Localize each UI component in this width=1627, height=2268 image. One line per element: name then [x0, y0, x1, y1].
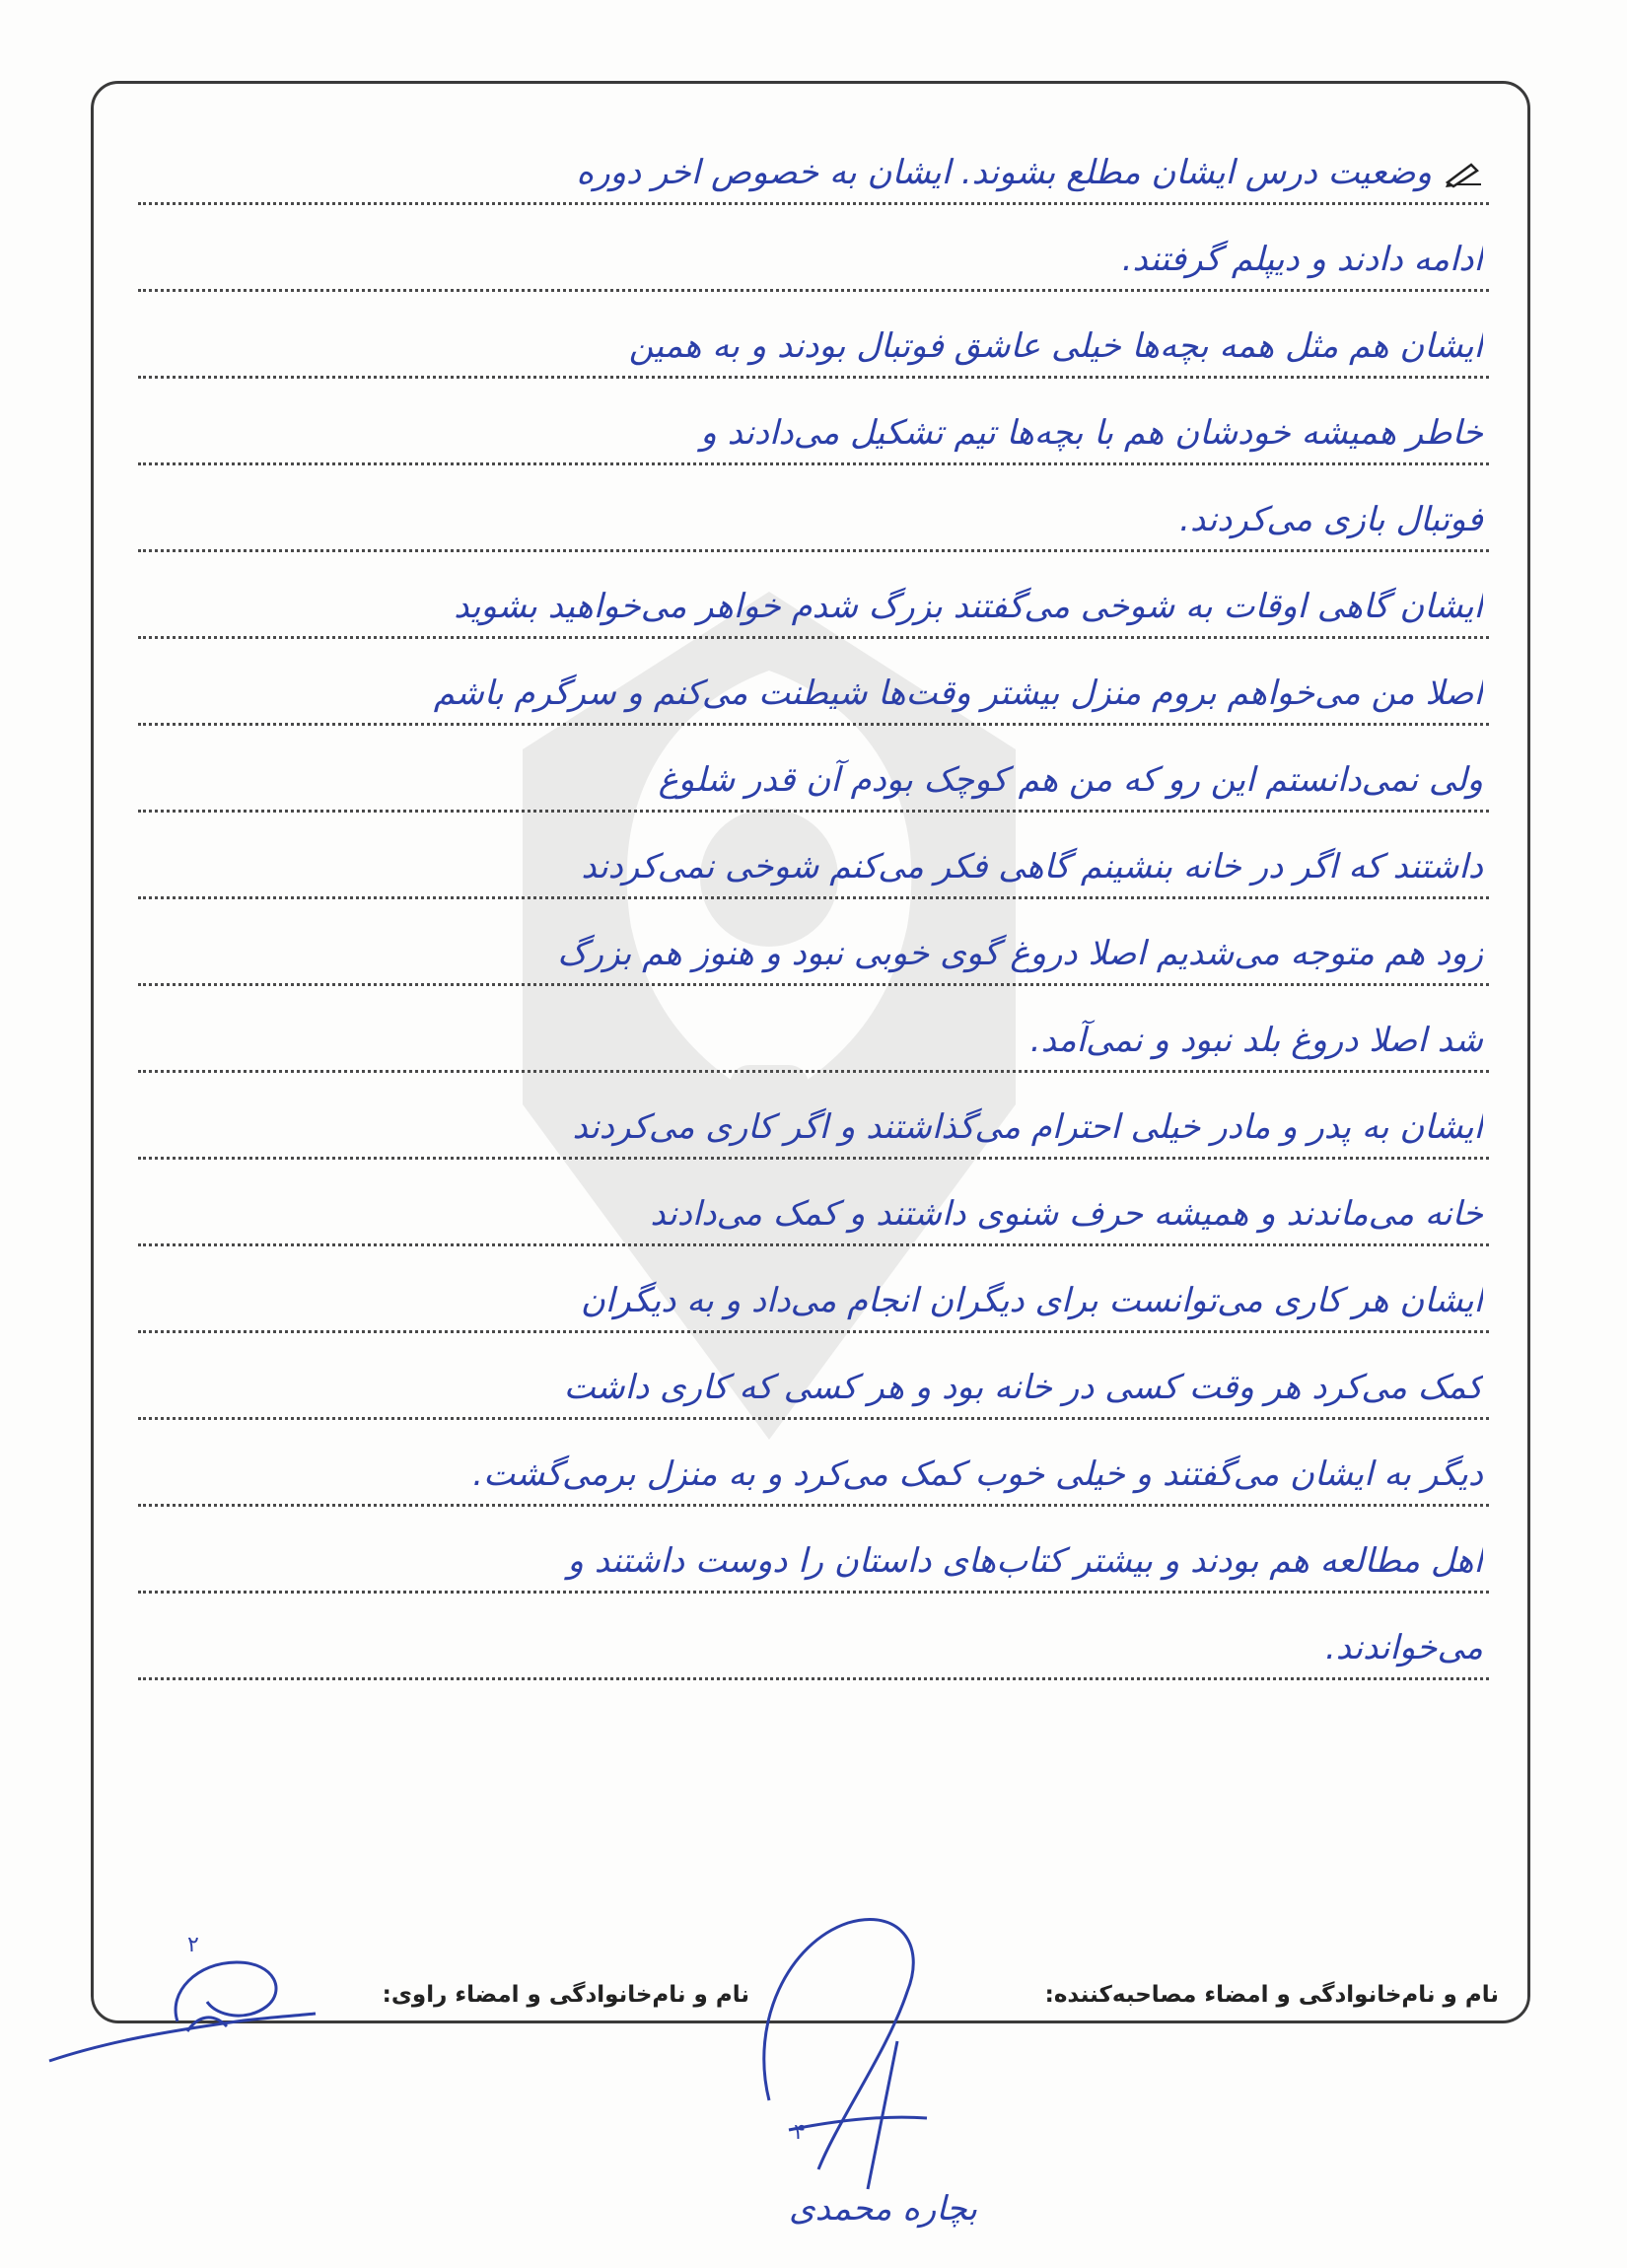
text-line: [138, 1160, 1489, 1246]
text-line: [138, 1073, 1489, 1160]
text-line-content: زود هم متوجه می‌شدیم اصلا دروغ گوی خوبی نبود و هنوز هم بزرگ: [557, 934, 1483, 973]
text-line: [138, 1420, 1489, 1507]
text-line-content: ایشان هم مثل همه بچه‌ها خیلی عاشق فوتبال بودند و به همین: [628, 326, 1483, 366]
text-line: [138, 552, 1489, 639]
text-line: [138, 1246, 1489, 1333]
text-line-content: کمک می‌کرد هر وقت کسی در خانه بود و هر کسی که کاری داشت: [563, 1368, 1483, 1407]
text-line-content: ادامه دادند و دیپلم گرفتند.: [1121, 240, 1483, 279]
text-line: [138, 1507, 1489, 1594]
handwritten-text-block: [138, 118, 1489, 1680]
text-line: [138, 639, 1489, 726]
text-line-content: داشتند که اگر در خانه بنشینم گاهی فکر می‌کنم شوخی نمی‌کردند: [581, 847, 1483, 886]
text-line-content: اصلا من می‌خواهم بروم منزل بیشتر وقت‌ها شیطنت می‌کنم و سرگرم باشم: [433, 673, 1483, 713]
text-line: [138, 986, 1489, 1073]
text-line-content: شد اصلا دروغ بلد نبود و نمی‌آمد.: [1029, 1021, 1483, 1060]
text-line: [138, 205, 1489, 292]
interviewer-name: بچاره محمدی: [789, 2189, 978, 2229]
narrator-signature: [30, 1923, 325, 2071]
narrator-page-number: ۲: [187, 1933, 199, 1957]
text-line-content: دیگر به ایشان می‌گفتند و خیلی خوب کمک می‌کرد و به منزل برمی‌گشت.: [472, 1454, 1483, 1494]
interviewer-signature: [730, 1903, 986, 2199]
text-line: [138, 118, 1489, 205]
text-line-content: وضعیت درس ایشان مطلع بشوند. ایشان به خصوص اخر دوره: [576, 153, 1432, 192]
text-line: [138, 726, 1489, 813]
text-line: [138, 899, 1489, 986]
pen-icon: [1444, 159, 1483, 188]
interviewer-signature-label: نام و نام‌خانوادگی و امضاء مصاحبه‌کننده:: [1044, 1982, 1499, 2008]
text-line: [138, 465, 1489, 552]
text-line-content: فوتبال بازی می‌کردند.: [1179, 500, 1483, 539]
text-line: [138, 1333, 1489, 1420]
text-line-content: ولی نمی‌دانستم این رو که من هم کوچک بودم آن قدر شلوغ: [658, 760, 1483, 800]
text-line-content: ایشان گاهی اوقات به شوخی می‌گفتند بزرگ شدم خواهر می‌خواهید بشوید: [454, 587, 1483, 626]
text-line: [138, 379, 1489, 465]
text-line-content: ایشان به پدر و مادر خیلی احترام می‌گذاشتند و اگر کاری می‌کردند: [572, 1107, 1483, 1147]
text-line-content: می‌خواندند.: [1324, 1628, 1483, 1667]
text-line-content: خانه می‌ماندند و همیشه حرف شنوی داشتند و کمک می‌دادند: [650, 1194, 1483, 1234]
text-line-content: اهل مطالعه هم بودند و بیشتر کتاب‌های داستان را دوست داشتند و: [567, 1541, 1483, 1581]
text-line: [138, 1594, 1489, 1680]
text-line: [138, 292, 1489, 379]
text-line: [138, 813, 1489, 899]
narrator-signature-label: نام و نام‌خانوادگی و امضاء راوی:: [382, 1982, 749, 2008]
text-line-content: خاطر همیشه خودشان هم با بچه‌ها تیم تشکیل می‌دادند و: [700, 413, 1483, 453]
text-line-content: ایشان هر کاری می‌توانست برای دیگران انجام می‌داد و به دیگران: [580, 1281, 1483, 1320]
interviewer-page-number: ۴: [794, 2120, 806, 2145]
